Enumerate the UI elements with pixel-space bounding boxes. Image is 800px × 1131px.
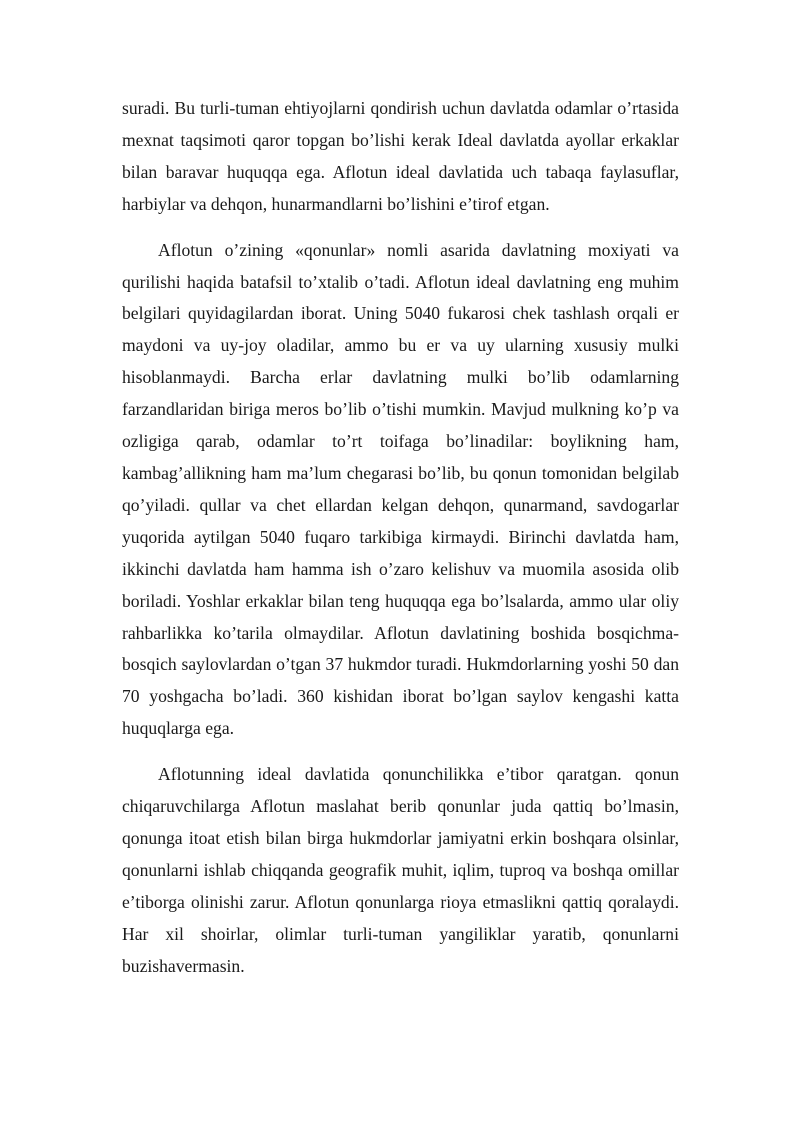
- paragraph-continuation: suradi. Bu turli-tuman ehtiyojlarni qondirish uchun davlatda odamlar o’rtasida mexnat taqsimoti qaror topgan bo’lishi kerak Ideal davlatda ayollar erkaklar bilan baravar huquqqa ega. Aflotun ideal davlatida uch tabaqa faylasuflar, harbiylar va dehqon, hunarmandlarni bo’lishini e’tirof etgan.: [122, 98, 679, 214]
- paragraph-qonunchilik: Aflotunning ideal davlatida qonunchilikka e’tibor qaratgan. qonun chiqaruvchilarga Aflotun maslahat berib qonunlar juda qattiq bo’lmasin, qonunga itoat etish bilan birga hukmdorlar jamiyatni erkin boshqara olsinlar, qonunlarni ishlab chiqqanda geografik muhit, iqlim, tuproq va boshqa omillar e’tiborga olinishi zarur. Aflotun qonunlarga rioya etmaslikni qattiq qoralaydi. Har xil shoirlar, olimlar turli-tuman yangiliklar yaratib, qonunlarni buzishavermasin.: [122, 764, 679, 976]
- paragraph-qonunlar: Aflotun o’zining «qonunlar» nomli asarida davlatning moxiyati va qurilishi haqida batafsil to’xtalib o’tadi. Aflotun ideal davlatning eng muhim belgilari quyidagilardan iborat. Uning 5040 fukarosi chek tashlash orqali er maydoni va uy-joy oladilar, ammo bu er va uy ularning xususiy mulki hisoblanmaydi. Barcha erlar davlatning mulki bo’lib odamlarning farzandlaridan biriga meros bo’lib o’tishi mumkin. Mavjud mulkning ko’p va ozligiga qarab, odamlar to’rt toifaga bo’linadilar: boylikning ham, kambag’allikning ham ma’lum chegarasi bo’lib, bu qonun tomonidan belgilab qo’yiladi. qullar va chet ellardan kelgan dehqon, qunarmand, savdogarlar yuqorida aytilgan 5040 fuqaro tarkibiga kirmaydi. Birinchi davlatda ham, ikkinchi davlatda ham hamma ish o’zaro kelishuv va muomila asosida olib boriladi. Yoshlar erkaklar bilan teng huquqqa ega bo’lsalarda, ammo ular oliy rahbarlikka ko’tarila olmaydilar. Aflotun davlatining boshida bosqichma-bosqich saylovlardan o’tgan 37 hukmdor turadi. Hukmdorlarning yoshi 50 dan 70 yoshgacha bo’ladi. 360 kishidan iborat bo’lgan saylov kengashi katta huquqlarga ega.: [122, 239, 679, 739]
- body-text: [122, 93, 679, 982]
